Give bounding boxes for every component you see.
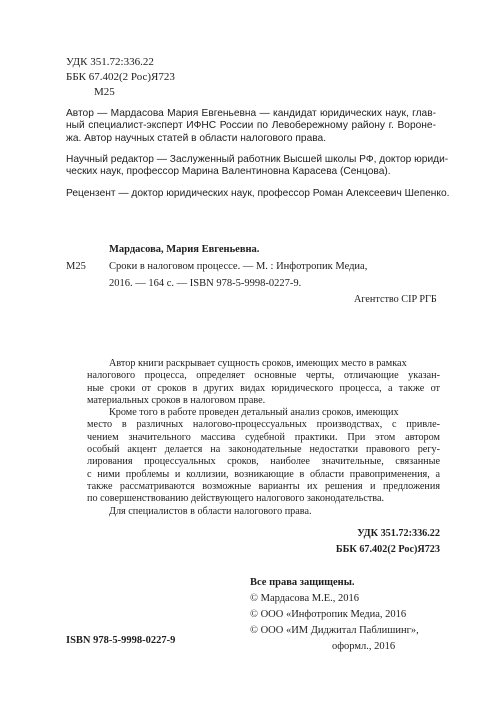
annotation-line: Кроме того в работе проведен детальный анализ сроков, имеющих <box>109 407 399 419</box>
author-info <box>66 108 436 145</box>
annotation-line: чением значительного массива судебной практики. При этом автором <box>87 431 440 443</box>
annotation-line: также рассматриваются возможные варианты их решения и предложения <box>87 480 440 492</box>
editor-info <box>66 154 449 179</box>
bib-title-line: Сроки в налоговом процессе. — М. : Инфотропик Медиа, <box>109 261 368 272</box>
author-info-line: ный специалист-эксперт ИФНС России по Левобережному району г. Вороне- <box>66 120 436 132</box>
editor-info-line: ческих наук, профессор Марина Валентиновна Карасева (Сенцова). <box>66 166 391 178</box>
annotation-line: с ними проблемы и коллизии, возникающие в области правоприменения, а <box>87 468 440 480</box>
annotation-line: материальных сроков в налоговом праве. <box>87 394 266 406</box>
footer-classification <box>336 528 440 557</box>
author-mark: М25 <box>94 86 115 98</box>
copyright-digital: © ООО «ИМ Диджитал Паблишинг», <box>250 625 419 636</box>
copyright-design: оформл., 2016 <box>332 641 396 652</box>
annotation-line: по совершенствованию действующего налогового законодательства. <box>87 493 385 505</box>
footer-bbk: ББК 67.402(2 Рос)Я723 <box>335 544 440 556</box>
copyright-author: © Мардасова М.Е., 2016 <box>250 593 359 604</box>
rights-title: Все права защищены. <box>250 577 355 588</box>
udk-code: УДК 351.72:336.22 <box>66 56 154 68</box>
copyright-publisher: © ООО «Инфотропик Медиа, 2016 <box>250 609 407 620</box>
annotation-line: налогового процесса, определяет основные черты, отличающие указан- <box>87 370 440 382</box>
bib-imprint-line: 2016. — 164 с. — ISBN 978-5-9998-0227-9. <box>109 278 302 289</box>
annotation-line: ные сроки от сроков в других видах юридического процесса, а также от <box>87 382 440 394</box>
cip-agency: Агентство CIP РГБ <box>354 294 437 305</box>
isbn: ISBN 978-5-9998-0227-9 <box>66 635 176 646</box>
annotation-line: Автор книги раскрывает сущность сроков, имеющих место в рамках <box>109 358 407 369</box>
footer-udk: УДК 351.72:336.22 <box>357 528 440 539</box>
author-info-line: Автор — Мардасова Мария Евгеньевна — кандидат юридических наук, глав- <box>66 108 436 119</box>
reviewer-info: Рецензент — доктор юридических наук, профессор Роман Алексеевич Шепенко. <box>66 188 450 199</box>
annotation-line: Для специалистов в области налогового права. <box>109 505 312 517</box>
annotation-line: особый акцент делается на законодательные недостатки правового регу- <box>87 444 440 456</box>
author-info-line: жа. Автор научных статей в области налогового права. <box>66 132 327 144</box>
editor-info-line: Научный редактор — Заслуженный работник Высшей школы РФ, доктор юриди- <box>66 154 449 165</box>
bbk-code: ББК 67.402(2 Рос)Я723 <box>66 71 175 83</box>
annotation <box>87 358 440 518</box>
bib-author-heading: Мардасова, Мария Евгеньевна. <box>109 244 260 255</box>
annotation-line: место в различных налогово-процессуальных производствах, с привле- <box>87 419 440 431</box>
annotation-line: лирования процессуальных сроков, наиболее значительные, связанные <box>87 456 440 468</box>
bib-mark: М25 <box>66 261 86 272</box>
